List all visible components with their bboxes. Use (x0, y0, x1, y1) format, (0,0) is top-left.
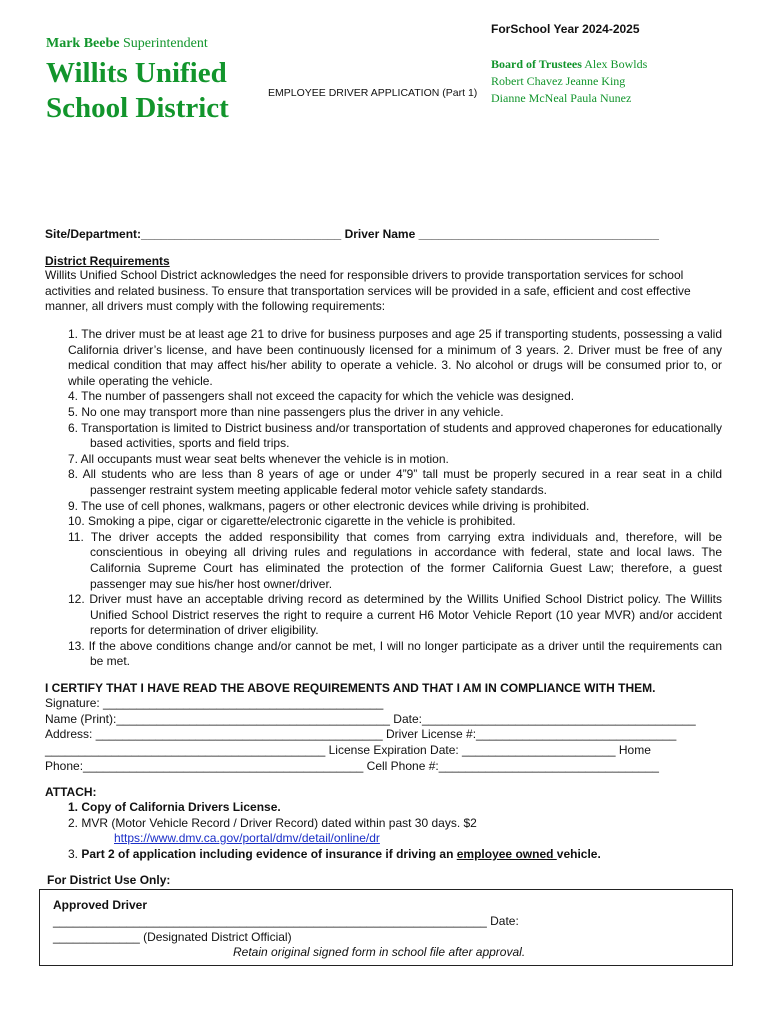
requirement-item: 10. Smoking a pipe, cigar or cigarette/electronic cigarette in the vehicle is prohibited. (68, 514, 516, 529)
phone-line[interactable]: Phone:__________________________________________ Cell Phone #:_________________________________ (45, 759, 659, 773)
trustees-line1: Alex Bowlds (584, 57, 648, 71)
trustees-label: Board of Trustees (491, 57, 582, 71)
district-use-heading: For District Use Only: (47, 873, 171, 887)
requirement-item: 9. The use of cell phones, walkmans, pagers or other electronic devices while driving is prohibited. (68, 498, 590, 513)
requirement-item: 4. The number of passengers shall not exceed the capacity for which the vehicle was designed. (68, 389, 575, 404)
license-expiration-line[interactable]: __________________________________________ License Expiration Date: _______________________ Home (45, 743, 651, 757)
official-sign-date-line[interactable]: _________________________________________________________________ Date: (53, 914, 519, 928)
requirement-item: 8. All students who are less than 8 years of age or under 4”9” tall must be properly secured in a rear seat in a child passenger restraint system meeting applicable federal motor vehicle safety standards. (68, 467, 722, 497)
superintendent (46, 36, 208, 52)
trustees-line3: Dianne McNeal Paula Nunez (491, 91, 632, 105)
trustees-line2: Robert Chavez Jeanne King (491, 74, 626, 88)
requirements-intro: Willits Unified School District acknowledges the need for responsible drivers to provide transportation services for school activities and related business. To ensure that transportation services will be provided in a safe, efficient and cost effective manner, all drivers must comply with the following requirements: (45, 268, 691, 314)
requirement-item: 1. The driver must be at least age 21 to drive for business purposes and age 25 if transporting students, possessing a valid California driver’s license, and have been continuously licensed for a minimum of 3 years. 2. Driver must be free of any medical condition that may affect his/her ability to operate a vehicle. 3. No alcohol or drugs will be consumed prior to, or while operating the vehicle. (68, 327, 722, 388)
attach-item-3: 3. Part 2 of application including evidence of insurance if driving an employee owned vehicle. (68, 846, 601, 861)
board-of-trustees (491, 56, 647, 107)
requirements-heading: District Requirements (45, 254, 170, 268)
attach-list (68, 800, 601, 862)
school-year: ForSchool Year 2024-2025 (491, 22, 640, 36)
requirement-item: 13. If the above conditions change and/or cannot be met, I will no longer participate as a driver until the requirements can be met. (68, 638, 722, 669)
requirement-item: 6. Transportation is limited to District business and/or transportation of students and approved chaperones for educationally based activities, sports and field trips. (68, 420, 722, 451)
dmv-link[interactable]: https://www.dmv.ca.gov/portal/dmv/detail/online/dr (114, 831, 380, 846)
attach-heading: ATTACH: (45, 785, 97, 799)
superintendent-title: Superintendent (122, 36, 208, 51)
official-line[interactable]: _____________ (Designated District Official) (53, 930, 292, 944)
superintendent-name: Mark Beebe (46, 36, 120, 51)
district-name (46, 56, 229, 126)
requirement-item: 5. No one may transport more than nine passengers plus the driver in any vehicle. (68, 404, 504, 419)
certify-statement: I CERTIFY THAT I HAVE READ THE ABOVE REQUIREMENTS AND THAT I AM IN COMPLIANCE WITH THEM. (45, 681, 656, 695)
site-driver-line[interactable]: Site/Department:______________________________ Driver Name ____________________________________ (45, 227, 659, 241)
district-name-line2: School District (46, 92, 229, 124)
attach-item-2: 2. MVR (Motor Vehicle Record / Driver Record) dated within past 30 days. $2 (68, 815, 477, 830)
name-date-line[interactable]: Name (Print):_________________________________________ Date:_________________________________________ (45, 712, 696, 726)
requirements-list (68, 327, 722, 670)
requirement-item: 12. Driver must have an acceptable driving record as determined by the Willits Unified School District policy. The Willits Unified School District reserves the right to require a current H6 Motor Vehicle Report (10 year MVR) and/or accident reports for determination of driver eligibility. (68, 592, 722, 638)
approved-driver-label: Approved Driver (53, 898, 148, 912)
form-title: EMPLOYEE DRIVER APPLICATION (Part 1) (268, 87, 478, 99)
attach-item-1: 1. Copy of California Drivers License. (68, 800, 281, 814)
requirement-item: 11. The driver accepts the added responsibility that comes from carrying extra individuals and, therefore, will be conscientious in obeying all driving rules and regulations in accordance with federal, state and local laws. The California Supreme Court has eliminated the protection of the former California Guest Law; therefore, a guest passenger may sue his/her host owner/driver. (68, 529, 722, 591)
retain-note: Retain original signed form in school file after approval. (233, 945, 526, 959)
district-name-line1: Willits Unified (46, 57, 227, 89)
signature-line[interactable]: Signature: __________________________________________ (45, 696, 384, 710)
address-license-line[interactable]: Address: ___________________________________________ Driver License #:______________________________ (45, 727, 677, 741)
requirement-item: 7. All occupants must wear seat belts whenever the vehicle is in motion. (68, 451, 449, 466)
district-use-box (39, 889, 733, 966)
